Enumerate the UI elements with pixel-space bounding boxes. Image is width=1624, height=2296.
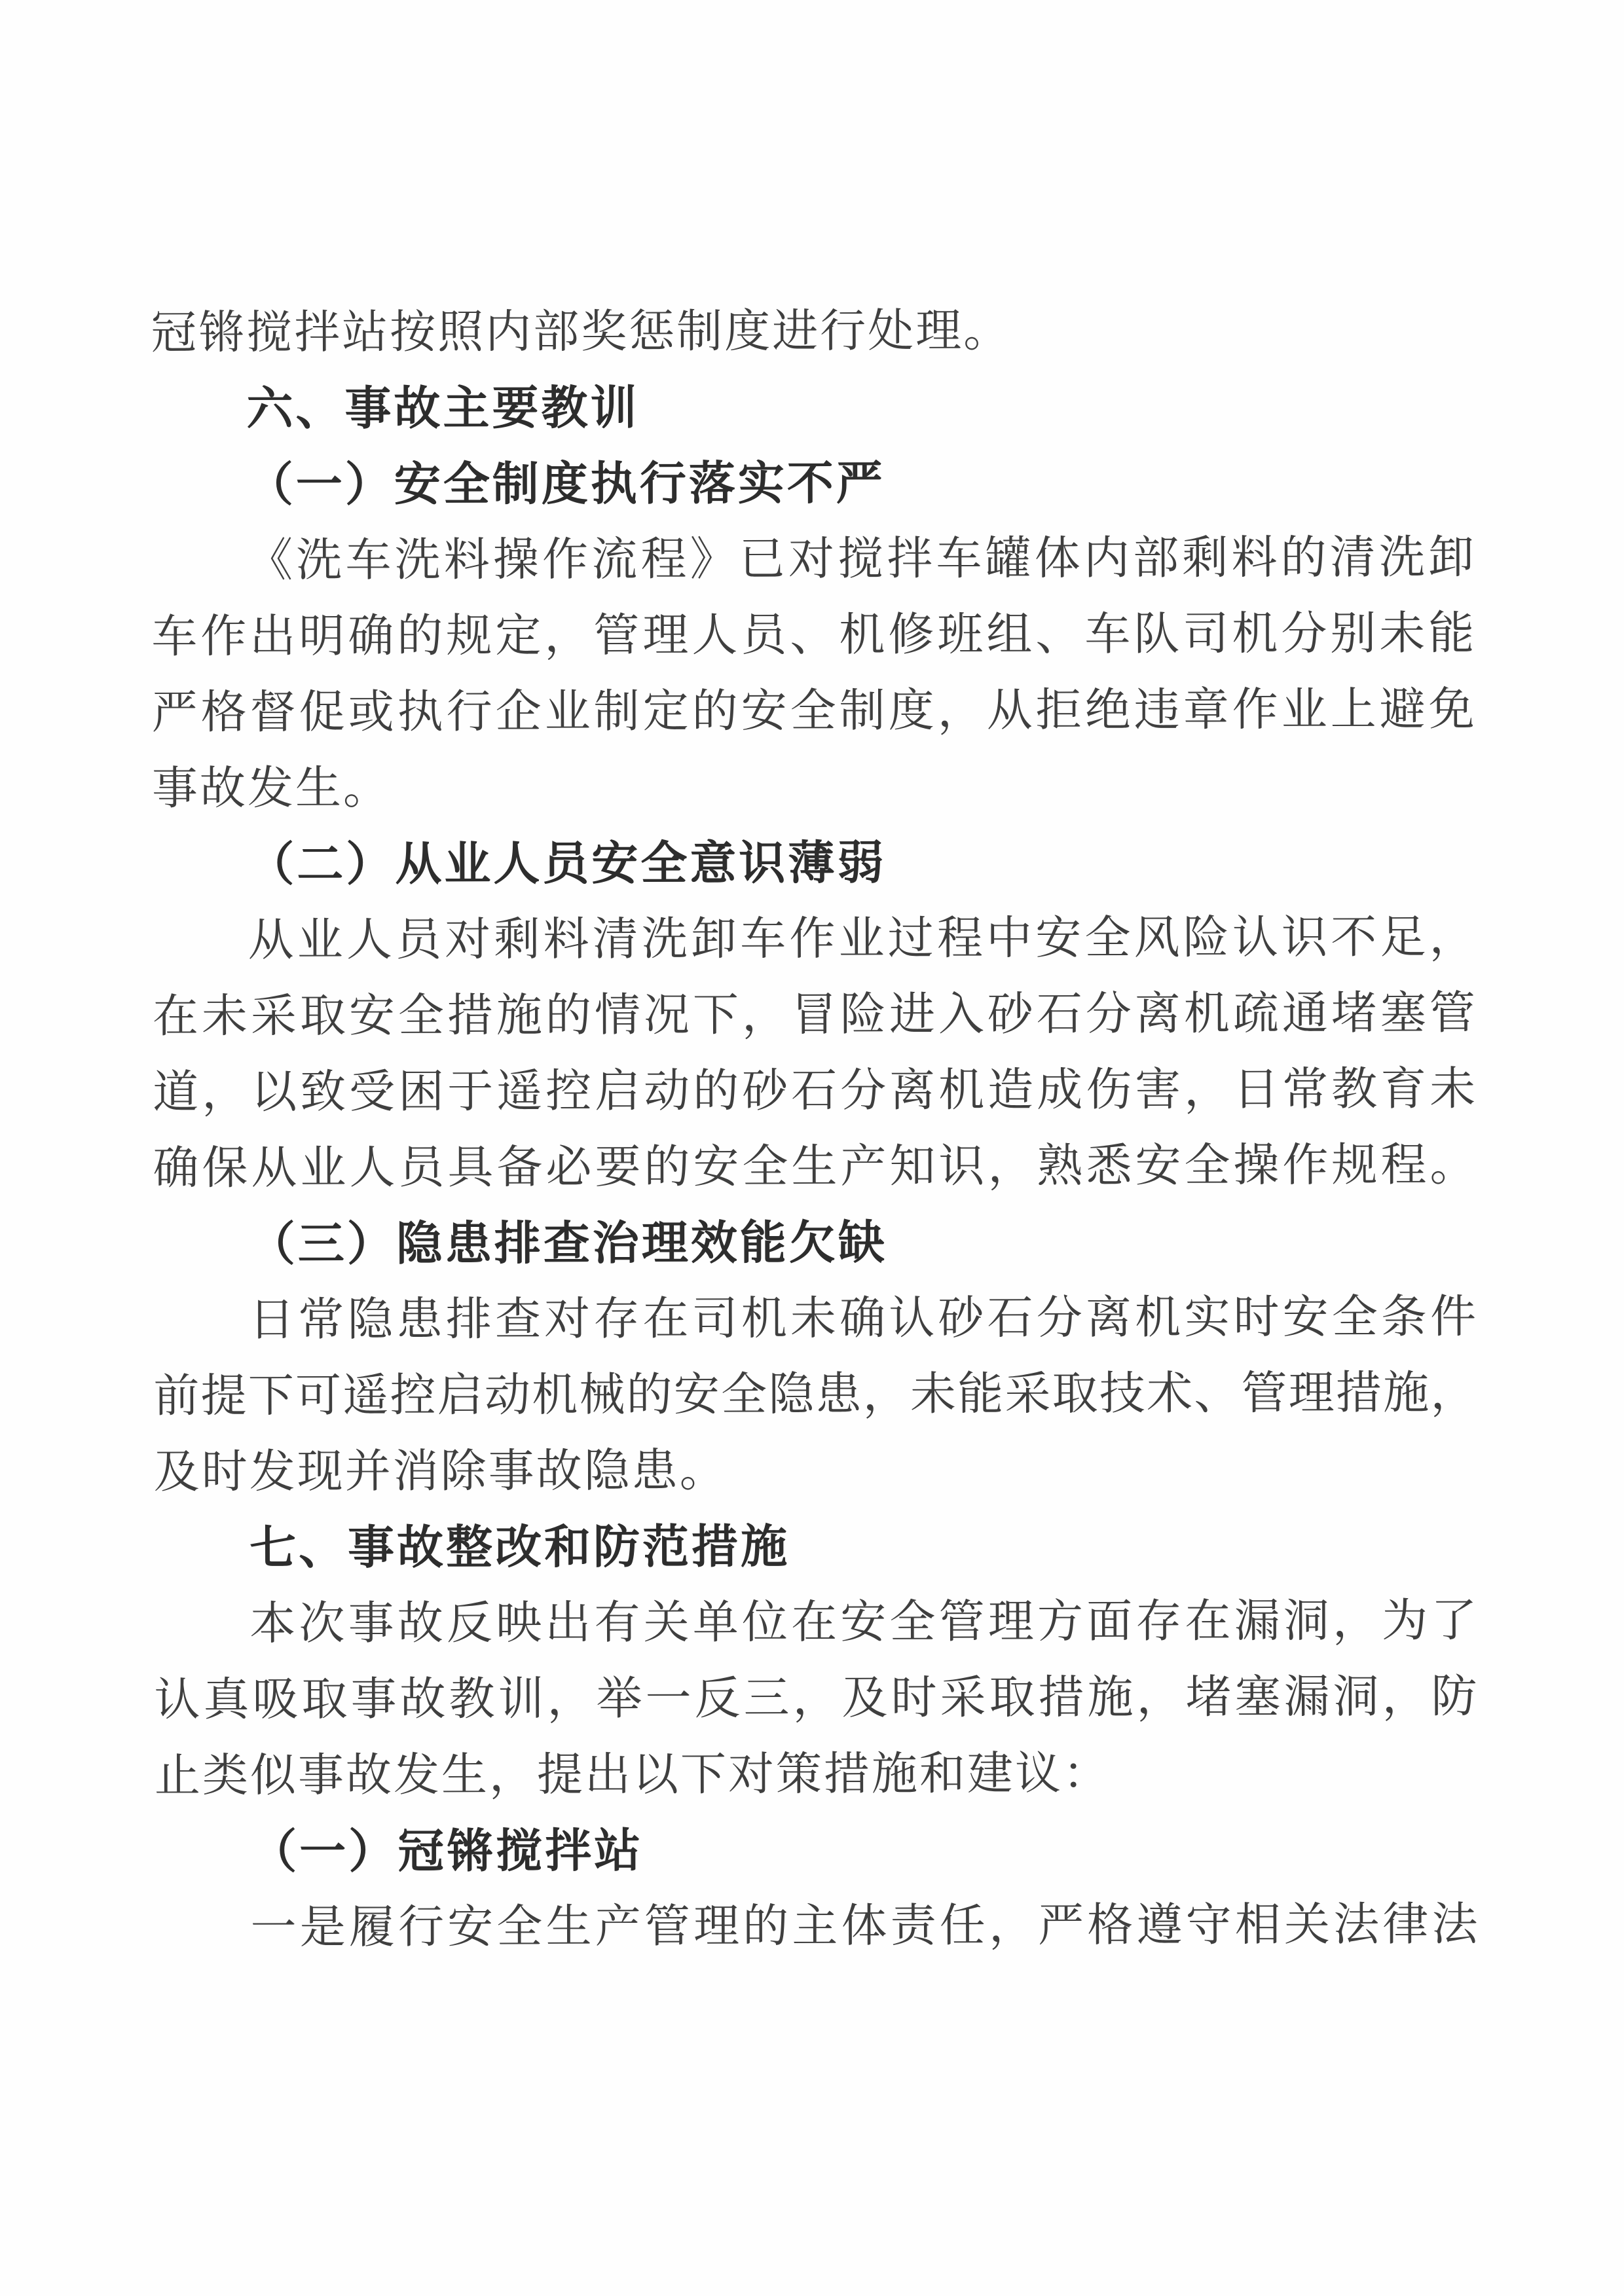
heading-subsection-two: （二）从业人员安全意识薄弱	[248, 838, 887, 891]
paragraph-line: 认真吸取事故教训，举一反三，及时采取措施，堵塞漏洞，防	[154, 1671, 1477, 1726]
paragraph-line: 及时发现并消除事故隐患。	[153, 1446, 728, 1498]
paragraph-line: 事故发生。	[151, 763, 392, 814]
paragraph-line: 一是履行安全生产管理的主体责任，严格遵守相关法律法	[250, 1899, 1478, 1954]
paragraph-line: 止类似事故发生，提出以下对策措施和建议：	[154, 1749, 1111, 1802]
paragraph-line: 道，以致受困于遥控启动的砂石分离机造成伤害，日常教育未	[153, 1064, 1476, 1118]
heading-section-six: 六、事故主要教训	[246, 383, 640, 435]
paragraph-line: 从业人员对剩料清洗卸车作业过程中安全风险认识不足，	[248, 912, 1475, 966]
heading-countermeasure-one: （一）冠锵搅拌站	[250, 1826, 644, 1878]
paragraph-line: 日常隐患排查对存在司机未确认砂石分离机实时安全条件	[248, 1292, 1477, 1346]
paragraph-line: 确保从业人员具备必要的安全生产知识，熟悉安全操作规程。	[153, 1140, 1476, 1194]
paragraph-line: 前提下可遥控启动机械的安全隐患，未能采取技术、管理措施，	[153, 1368, 1477, 1422]
heading-section-seven: 七、事故整改和防范措施	[249, 1522, 790, 1575]
paragraph-line: 车作出明确的规定，管理人员、机修班组、车队司机分别未能	[151, 608, 1475, 663]
paragraph-line: 冠锵搅拌站按照内部奖惩制度进行处理。	[151, 306, 1012, 359]
heading-subsection-three: （三）隐患排查治理效能欠缺	[248, 1218, 887, 1271]
paragraph-line: 《洗车洗料操作流程》已对搅拌车罐体内部剩料的清洗卸	[246, 532, 1475, 587]
heading-subsection-one: （一）安全制度执行落实不严	[246, 458, 885, 511]
paragraph-line: 严格督促或执行企业制定的安全制度，从拒绝违章作业上避免	[151, 684, 1475, 738]
paragraph-line: 本次事故反映出有关单位在安全管理方面存在漏洞，为了	[249, 1595, 1477, 1650]
document-text-block	[151, 293, 1478, 1967]
paragraph-line: 在未采取安全措施的情况下，冒险进入砂石分离机疏通堵塞管	[152, 988, 1475, 1042]
